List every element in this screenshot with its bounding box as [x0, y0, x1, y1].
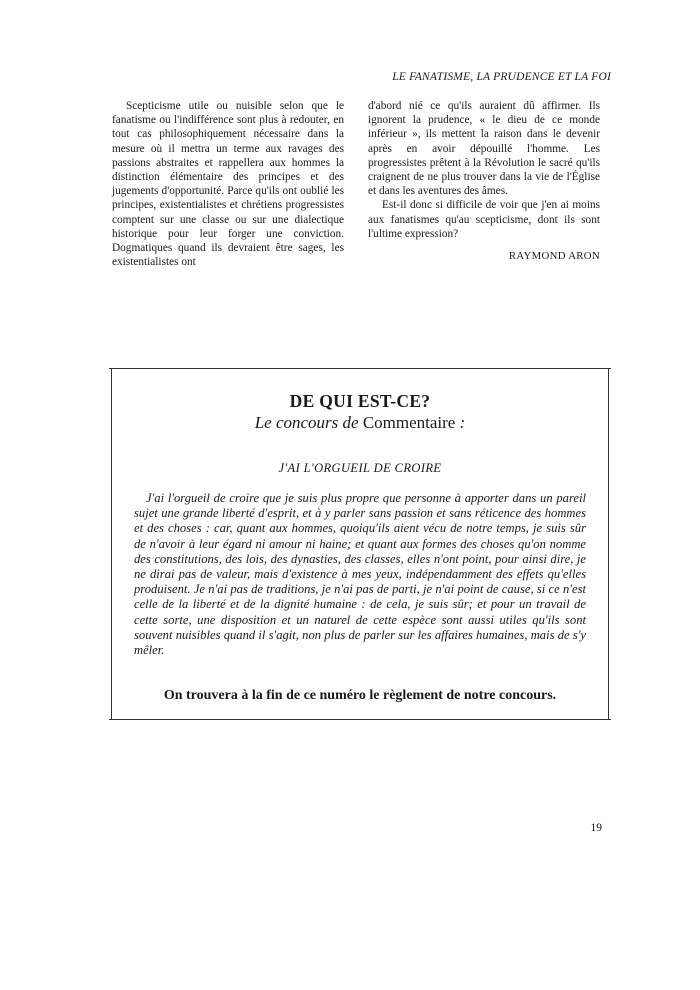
contest-subtitle-colon: :: [455, 413, 466, 432]
author-signature: RAYMOND ARON: [508, 250, 600, 263]
article-right-column: [368, 99, 600, 263]
article-paragraph: d'abord nié ce qu'ils auraient dû affirmer. Ils ignorent la prudence, « le dieu de ce monde inférieur », ils mettent la raison dans le devenir après en avoir dépouillé l'homme. Les progressistes prêtent à la Révolution le sacré qu'ils craignent de ne plus trouver dans la vie de l'Église et dans les aventures des âmes.: [368, 100, 600, 198]
contest-subtitle: [112, 413, 608, 433]
quote-text: J'ai l'orgueil de croire que je suis plus propre que personne à apporter dans un pareil sujet une grande liberté d'esprit, et à y parler sans passion et sans réticence des hommes et des choses : car, quant aux hommes, quoiqu'ils aient vécu de notre temps, je suis sûr de n'avoir à leur égard ni amour ni haine; et quant aux formes des choses qu'on nomme des constitutions, des lois, des dynasties, des classes, elles n'ont point, pour ainsi dire, je ne dirai pas de valeur, mais d'existence à mes yeux, indépendamment des effets qu'elles produisent. Je n'ai pas de traditions, je n'ai pas de parti, je n'ai point de cause, si ce n'est celle de la liberté et de la dignité humaine : de cela, je suis sûr; et pour un travail de cette sorte, une disposition et un naturel de cette espèce sont aussi utiles qu'ils sont souvent nuisibles quand il s'agit, non plus de parler sur les affaires humaines, mais de s'y mêler.: [134, 491, 586, 658]
article-left-column: [112, 99, 344, 269]
contest-subtitle-magazine: Commentaire: [362, 413, 456, 432]
quote-title: J'AI L'ORGUEIL DE CROIRE: [278, 461, 442, 475]
contest-title: DE QUI EST-CE?: [289, 391, 431, 411]
article-paragraph: Est-il donc si difficile de voir que j'en ai moins aux fanatismes qu'au scepticisme, dont ils sont l'ultime expression?: [368, 199, 600, 240]
contest-box: [111, 368, 609, 720]
article-paragraph: Scepticisme utile ou nuisible selon que le fanatisme ou l'indifférence sont plus à redouter, en tout cas philosophiquement nécessaire dans la mesure où il mettra un terme aux ravages des passions abstraites et rappellera aux hommes la distinction élémentaire des principes et des jugements d'opportunité. Parce qu'ils ont oublié les principes, existentialistes et chrétiens progressistes comptent sur une classe ou sur une dialectique historique pour leur forger une conviction. Dogmatiques quand ils devraient être sages, les existentialistes ont: [112, 100, 344, 269]
running-head: LE FANATISME, LA PRUDENCE ET LA FOI: [392, 71, 611, 83]
page-number: 19: [590, 822, 602, 834]
contest-rules-note: On trouvera à la fin de ce numéro le règlement de notre concours.: [163, 688, 557, 703]
contest-subtitle-italic: Le concours de: [254, 413, 359, 432]
